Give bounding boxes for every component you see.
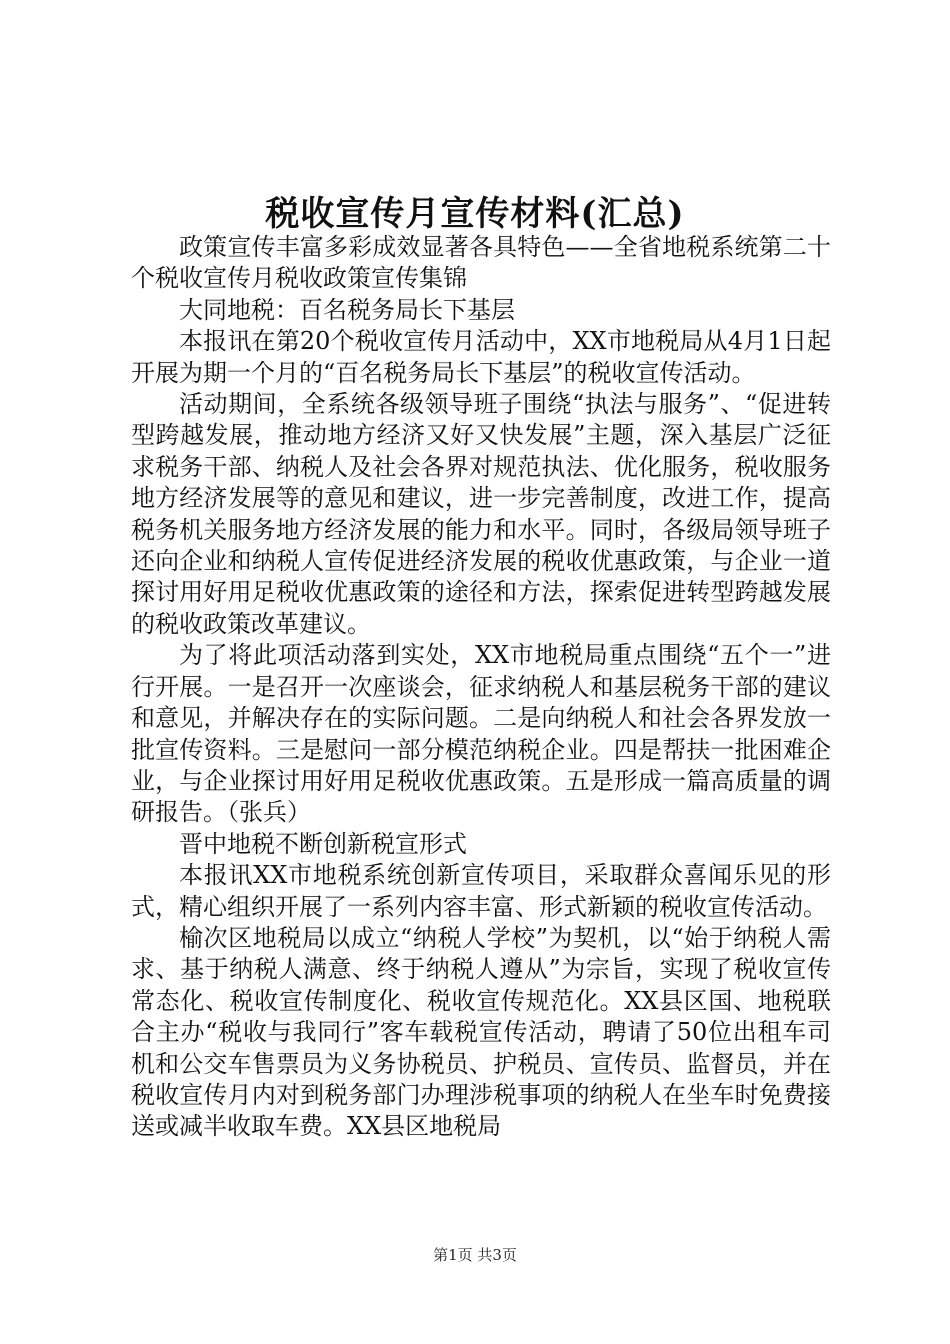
page-footer: 第1页 共3页 [433,1246,517,1264]
body-paragraph: 本报讯在第20个税收宣传月活动中，XX市地税局从4月1日起开展为期一个月的“百名税务局长下基层”的税收宣传活动。 [131,327,831,387]
body-paragraph: 榆次区地税局以成立“纳税人学校”为契机，以“始于纳税人需求、基于纳税人满意、终于纳税人遵从”为宗旨，实现了税收宣传常态化、税收宣传制度化、税收宣传规范化。XX县区国、地税联合主办“税收与我同行”客车载税宣传活动，聘请了50位出租车司机和公交车售票员为义务协税员、护税员、宣传员、监督员，并在税收宣传月内对到税务部门办理涉税事项的纳税人在坐车时免费接送或减半收取车费。XX县区地税局 [131,923,831,1141]
document-body [131,232,831,1143]
document-title: 税收宣传月宣传材料(汇总) [265,194,685,234]
body-paragraph: 为了将此项活动落到实处，XX市地税局重点围绕“五个一”进行开展。一是召开一次座谈会，征求纳税人和基层税务干部的建议和意见，并解决存在的实际问题。二是向纳税人和社会各界发放一批宣传资料。三是慰问一部分模范纳税企业。四是帮扶一批困难企业，与企业探讨用好用足税收优惠政策。五是形成一篇高质量的调研报告。（张兵） [131,641,831,827]
body-paragraph: 活动期间，全系统各级领导班子围绕“执法与服务”、“促进转型跨越发展，推动地方经济又好又快发展”主题，深入基层广泛征求税务干部、纳税人及社会各界对规范执法、优化服务，税收服务地方经济发展等的意见和建议，进一步完善制度，改进工作，提高税务机关服务地方经济发展的能力和水平。同时，各级局领导班子还向企业和纳税人宣传促进经济发展的税收优惠政策，与企业一道探讨用好用足税收优惠政策的途径和方法，探索促进转型跨越发展的税收政策改革建议。 [131,390,831,638]
body-paragraph: 本报讯XX市地税系统创新宣传项目，采取群众喜闻乐见的形式，精心组织开展了一系列内容丰富、形式新颖的税收宣传活动。 [131,861,831,921]
section-heading-datong: 大同地税：百名税务局长下基层 [179,295,515,324]
subtitle-paragraph: 政策宣传丰富多彩成效显著各具特色——全省地税系统第二十个税收宣传月税收政策宣传集锦 [131,233,831,293]
section-heading-jinzhong: 晋中地税不断创新税宣形式 [179,829,467,858]
